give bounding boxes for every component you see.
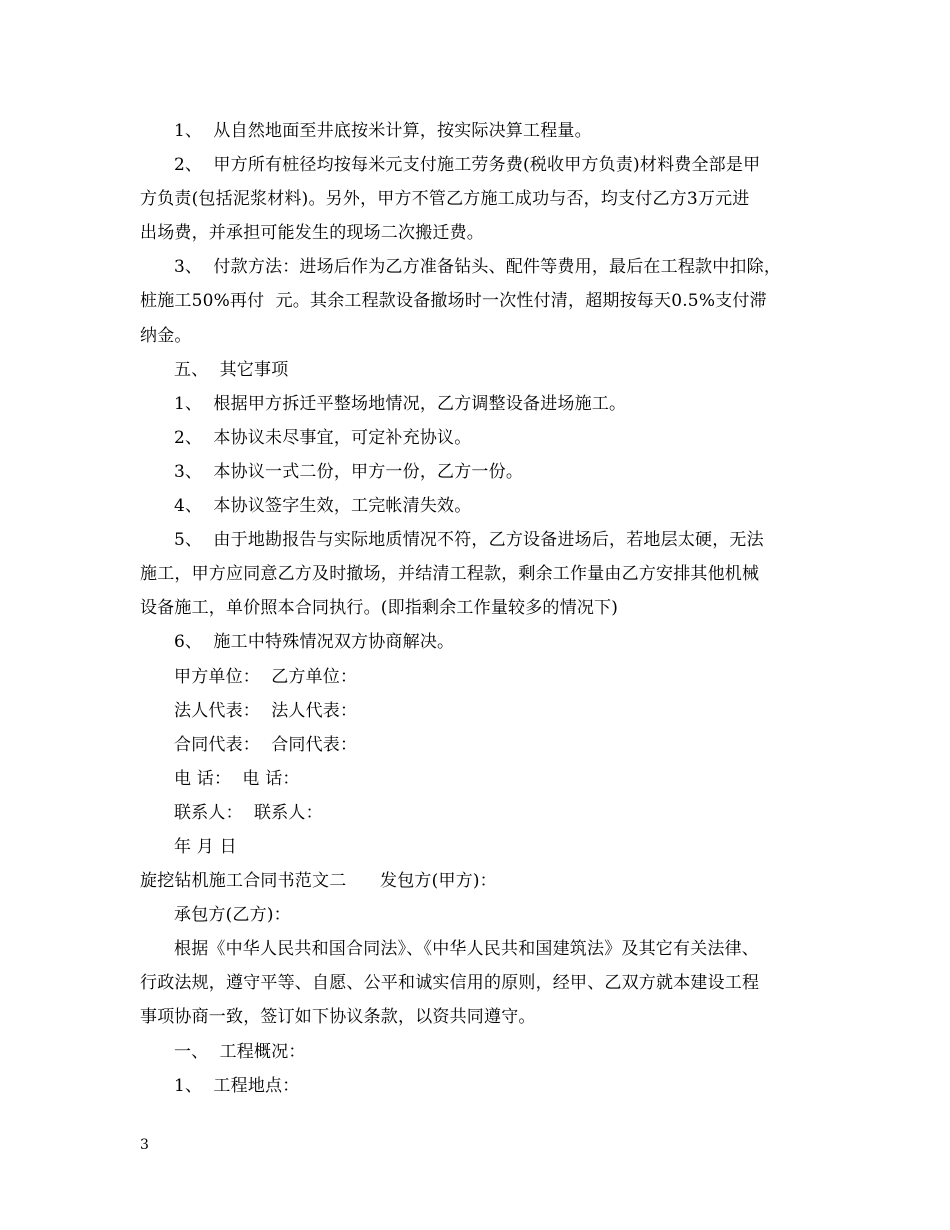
text-line: 设备施工，单价照本合同执行。(即指剩余工作量较多的情况下) bbox=[140, 598, 619, 619]
text-line: 1、 根据甲方拆迁平整场地情况，乙方调整设备进场施工。 bbox=[174, 393, 627, 414]
text-line: 法人代表： 法人代表： bbox=[174, 700, 358, 721]
text-line: 旋挖钻机施工合同书范文二 发包方(甲方)： bbox=[140, 871, 497, 892]
text-line: 电 话： 电 话： bbox=[174, 768, 300, 789]
text-line: 1、 工程地点： bbox=[174, 1075, 300, 1096]
text-line: 年 月 日 bbox=[174, 836, 237, 857]
text-line: 6、 施工中特殊情况双方协商解决。 bbox=[174, 632, 455, 653]
text-line: 五、 其它事项 bbox=[174, 359, 289, 380]
text-line: 2、 本协议未尽事宜，可定补充协议。 bbox=[174, 427, 472, 448]
text-line: 纳金。 bbox=[140, 325, 192, 346]
page-number: 3 bbox=[140, 1137, 149, 1153]
text-line: 5、 由于地勘报告与实际地质情况不符，乙方设备进场后，若地层太硬，无法 bbox=[174, 530, 764, 551]
text-line: 4、 本协议签字生效，工完帐清失效。 bbox=[174, 496, 472, 517]
text-line: 合同代表： 合同代表： bbox=[174, 734, 358, 755]
text-line: 承包方(乙方)： bbox=[174, 905, 291, 926]
text-line: 方负责(包括泥浆材料)。另外，甲方不管乙方施工成功与否，均支付乙方3万元进 bbox=[140, 189, 750, 210]
text-line: 根据《中华人民共和国合同法》、《中华人民共和国建筑法》及其它有关法律、 bbox=[174, 939, 759, 960]
text-line: 桩施工50%再付 元。其余工程款设备撤场时一次性付清，超期按每天0.5%支付滞 bbox=[140, 291, 767, 312]
text-line: 施工，甲方应同意乙方及时撤场，并结清工程款，剩余工作量由乙方安排其他机械 bbox=[140, 564, 760, 585]
text-line: 一、 工程概况： bbox=[174, 1041, 306, 1062]
text-line: 1、 从自然地面至井底按米计算，按实际决算工程量。 bbox=[174, 121, 592, 141]
text-line: 行政法规，遵守平等、自愿、公平和诚实信用的原则，经甲、乙双方就本建设工程 bbox=[140, 973, 760, 994]
text-line: 2、 甲方所有桩径均按每米元支付施工劳务费(税收甲方负责)材料费全部是甲 bbox=[174, 155, 761, 176]
text-line: 出场费，并承担可能发生的现场二次搬迁费。 bbox=[140, 223, 484, 244]
text-line: 事项协商一致，签订如下协议条款，以资共同遵守。 bbox=[140, 1007, 536, 1028]
text-line: 联系人： 联系人： bbox=[174, 802, 323, 823]
document-body bbox=[140, 114, 820, 1103]
text-line: 甲方单位： 乙方单位： bbox=[174, 666, 358, 687]
text-line: 3、 本协议一式二份，甲方一份，乙方一份。 bbox=[174, 461, 524, 482]
text-line: 3、 付款方法：进场后作为乙方准备钻头、配件等费用，最后在工程款中扣除， bbox=[174, 257, 782, 278]
